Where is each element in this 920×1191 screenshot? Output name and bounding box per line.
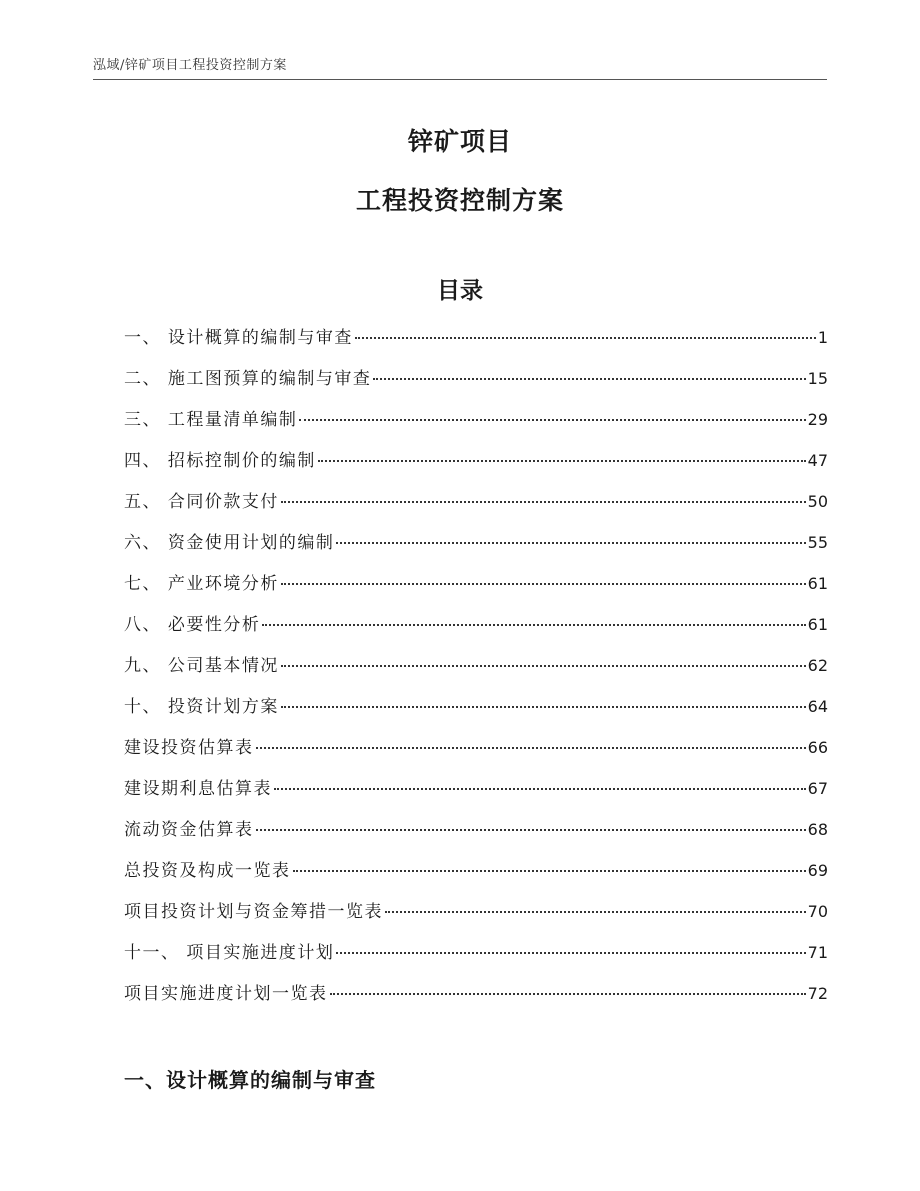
toc-entry[interactable] xyxy=(124,774,828,815)
toc-entry-page: 68 xyxy=(807,820,828,839)
toc-entry-label: 九、 公司基本情况 xyxy=(124,656,279,676)
toc-entry-label: 十、 投资计划方案 xyxy=(124,697,279,717)
document-title-line1: 锌矿项目 xyxy=(407,127,512,156)
toc-entry[interactable] xyxy=(124,897,828,938)
toc-dot-leader xyxy=(256,829,806,831)
toc-entry-page: 55 xyxy=(807,533,828,552)
toc-dot-leader xyxy=(281,706,806,708)
toc-entry-label: 七、 产业环境分析 xyxy=(124,574,279,594)
toc-dot-leader xyxy=(262,624,805,626)
toc-entry-page: 70 xyxy=(807,902,828,921)
toc-entry[interactable] xyxy=(124,938,828,979)
running-header: 泓域/锌矿项目工程投资控制方案 xyxy=(93,58,287,73)
toc-entry[interactable] xyxy=(124,610,828,651)
toc-dot-leader xyxy=(281,501,806,503)
toc-entry[interactable] xyxy=(124,692,828,733)
toc-dot-leader xyxy=(373,378,805,380)
toc-entry-page: 29 xyxy=(807,410,828,429)
toc-entry-label: 流动资金估算表 xyxy=(124,820,254,840)
toc-entry[interactable] xyxy=(124,815,828,856)
toc-entry-page: 72 xyxy=(807,984,828,1003)
toc-entry-page: 66 xyxy=(807,738,828,757)
toc-entry-page: 61 xyxy=(807,615,828,634)
toc-entry-label: 五、 合同价款支付 xyxy=(124,492,279,512)
toc-entry[interactable] xyxy=(124,528,828,569)
toc-entry-page: 47 xyxy=(807,451,828,470)
toc-entry-page: 62 xyxy=(807,656,828,675)
toc-entry-label: 三、 工程量清单编制 xyxy=(124,410,298,430)
toc-heading: 目录 xyxy=(437,278,483,304)
toc-entry-page: 61 xyxy=(807,574,828,593)
section-heading: 一、设计概算的编制与审查 xyxy=(124,1068,376,1092)
toc-dot-leader xyxy=(299,419,805,421)
toc-entry-label: 六、 资金使用计划的编制 xyxy=(124,533,335,553)
toc-entry-label: 一、 设计概算的编制与审查 xyxy=(124,328,353,348)
toc-entry[interactable] xyxy=(124,364,828,405)
toc-entry[interactable] xyxy=(124,487,828,528)
toc-entry[interactable] xyxy=(124,856,828,897)
toc-dot-leader xyxy=(336,542,805,544)
toc-entry-label: 项目实施进度计划一览表 xyxy=(124,984,328,1004)
toc-entry[interactable] xyxy=(124,323,828,364)
document-title-line2: 工程投资控制方案 xyxy=(355,186,564,215)
toc-dot-leader xyxy=(336,952,805,954)
toc-dot-leader xyxy=(274,788,806,790)
toc-dot-leader xyxy=(281,665,806,667)
toc-entry-label: 八、 必要性分析 xyxy=(124,615,261,635)
toc-dot-leader xyxy=(330,993,806,995)
toc-entry-page: 71 xyxy=(807,943,828,962)
toc-entry-page: 64 xyxy=(807,697,828,716)
toc-entry[interactable] xyxy=(124,651,828,692)
table-of-contents xyxy=(124,323,828,1020)
toc-dot-leader xyxy=(355,337,816,339)
toc-entry-page: 15 xyxy=(807,369,828,388)
header-rule xyxy=(93,79,827,80)
toc-dot-leader xyxy=(385,911,806,913)
toc-entry-page: 1 xyxy=(817,328,828,347)
toc-entry[interactable] xyxy=(124,405,828,446)
toc-entry[interactable] xyxy=(124,979,828,1020)
toc-dot-leader xyxy=(281,583,806,585)
toc-entry-label: 四、 招标控制价的编制 xyxy=(124,451,316,471)
toc-entry[interactable] xyxy=(124,446,828,487)
toc-dot-leader xyxy=(293,870,806,872)
toc-entry-page: 67 xyxy=(807,779,828,798)
toc-dot-leader xyxy=(318,460,806,462)
toc-entry[interactable] xyxy=(124,569,828,610)
toc-entry-label: 十一、 项目实施进度计划 xyxy=(124,943,335,963)
toc-entry-label: 建设投资估算表 xyxy=(124,738,254,758)
toc-entry[interactable] xyxy=(124,733,828,774)
toc-entry-label: 二、 施工图预算的编制与审查 xyxy=(124,369,372,389)
toc-dot-leader xyxy=(256,747,806,749)
toc-entry-label: 项目投资计划与资金筹措一览表 xyxy=(124,902,383,922)
toc-entry-page: 69 xyxy=(807,861,828,880)
toc-entry-label: 建设期利息估算表 xyxy=(124,779,272,799)
toc-entry-label: 总投资及构成一览表 xyxy=(124,861,291,881)
toc-entry-page: 50 xyxy=(807,492,828,511)
